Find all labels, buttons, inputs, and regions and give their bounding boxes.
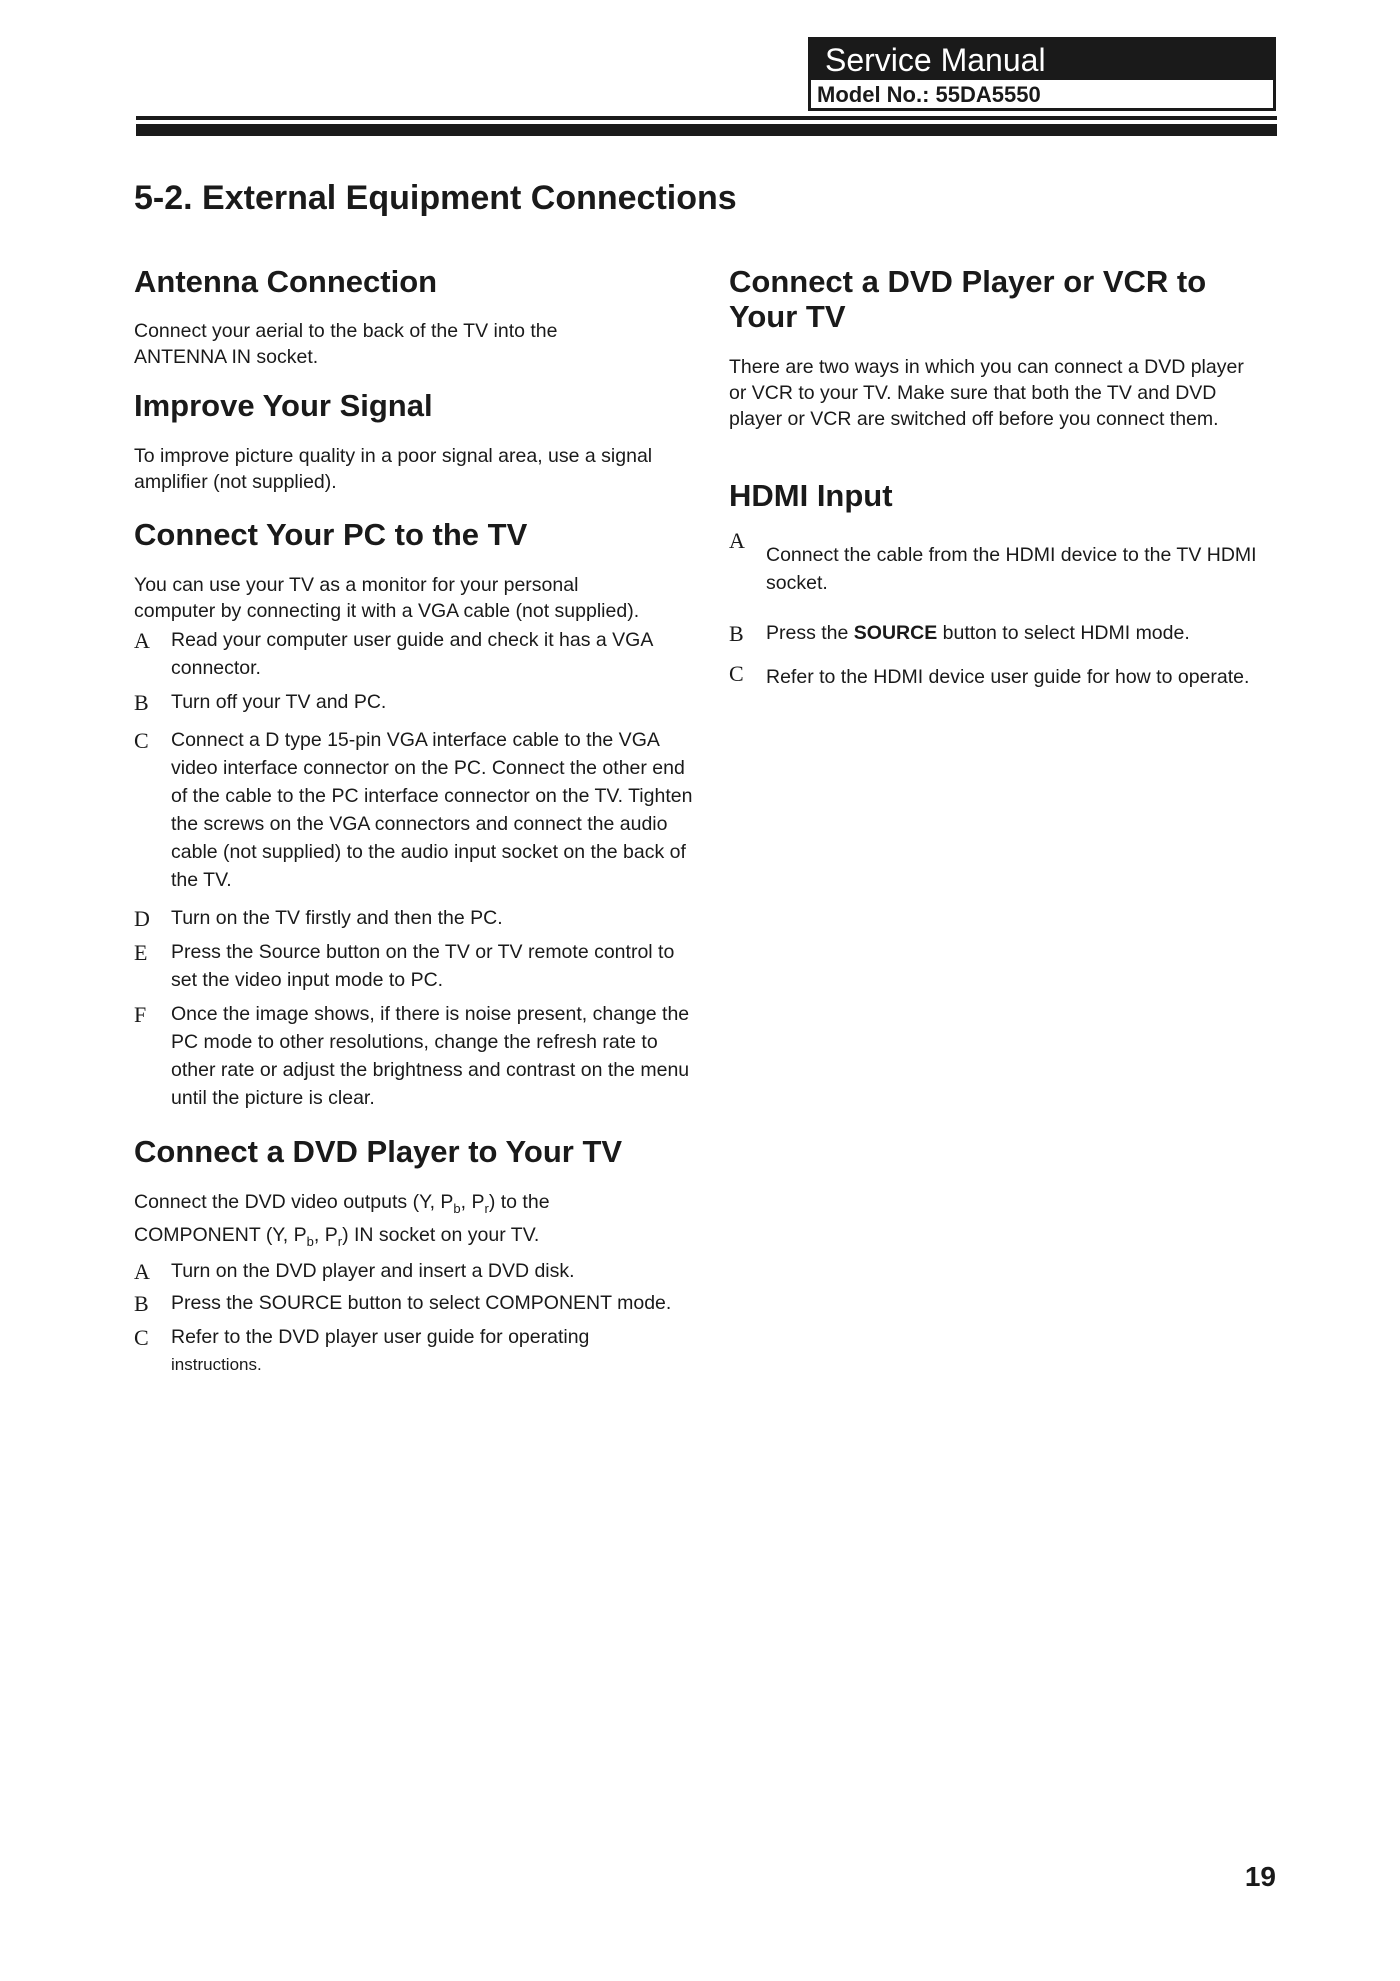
step-marker: A	[134, 628, 150, 653]
step-text: Press the SOURCE button to select HDMI mode.	[766, 622, 1190, 644]
page-number: 19	[1244, 1861, 1276, 1892]
dvd-section	[134, 1134, 694, 1379]
dvd-step-b	[134, 1289, 694, 1317]
step-marker: F	[134, 1002, 147, 1027]
dvd-vcr-heading: Connect a DVD Player or VCR to Your TV	[729, 264, 1207, 334]
step-marker: C	[134, 1324, 149, 1350]
signal-section	[134, 388, 694, 495]
signal-heading: Improve Your Signal	[134, 388, 433, 423]
hdmi-step-a	[729, 527, 1289, 597]
step-text: Turn on the TV firstly and then the PC.	[171, 907, 503, 929]
step-text: Refer to the HDMI device user guide for how to operate.	[766, 666, 1250, 688]
step-text: Press the SOURCE button to select COMPONENT mode.	[171, 1291, 672, 1314]
hdmi-heading: HDMI Input	[729, 478, 893, 513]
header-box	[808, 37, 1276, 111]
step-text: Turn off your TV and PC.	[171, 691, 387, 713]
hdmi-step-c	[729, 659, 1289, 696]
step-text: Press the Source button on the TV or TV remote control to set the video input mode to PC.	[171, 941, 675, 991]
left-column	[134, 264, 694, 1379]
signal-body: To improve picture quality in a poor signal area, use a signal amplifier (not supplied).	[134, 445, 653, 493]
step-marker: E	[134, 940, 148, 965]
antenna-body: Connect your aerial to the back of the TV into the ANTENNA IN socket.	[134, 320, 558, 368]
pc-step-d	[134, 904, 694, 932]
header-rule-thick	[136, 124, 1277, 136]
antenna-section	[134, 264, 694, 370]
step-marker: A	[134, 1258, 150, 1284]
step-text-small: instructions.	[171, 1354, 262, 1374]
step-text: Read your computer user guide and check it has a VGA connector.	[171, 629, 653, 679]
step-text: Once the image shows, if there is noise present, change the PC mode to other resolutions, change the refresh rate to other rate or adjust the brightness and contrast on the menu until the picture is clear.	[171, 1003, 690, 1109]
step-marker: B	[134, 1290, 149, 1316]
pc-step-f	[134, 1000, 694, 1112]
step-marker: A	[729, 528, 745, 553]
step-marker: B	[729, 621, 744, 646]
antenna-heading: Antenna Connection	[134, 264, 438, 299]
dvd-vcr-body: There are two ways in which you can connect a DVD player or VCR to your TV. Make sure that both the TV and DVD player or VCR are switched off before you connect them.	[729, 356, 1244, 430]
page-title: 5-2. External Equipment Connections	[134, 179, 737, 217]
step-marker: C	[134, 728, 149, 753]
step-text: Connect a D type 15-pin VGA interface cable to the VGA video interface connector on the PC. Connect the other end of the cable to the PC interface connector on the TV. Tighten the screws on the VGA connectors and connect the audio cable (not supplied) to the audio input socket on the back of the TV.	[171, 729, 693, 891]
pc-step-a	[134, 626, 694, 682]
dvd-intro: Connect the DVD video outputs (Y, $P_b$, $P_r$) to the COMPONENT (Y, $P_b$, $P_r$) IN socket on your TV.	[134, 1191, 550, 1249]
dvd-steps	[134, 1257, 694, 1379]
step-text: Turn on the DVD player and insert a DVD disk.	[171, 1259, 575, 1282]
dvd-vcr-section	[729, 264, 1289, 432]
dvd-step-a	[134, 1257, 694, 1285]
pc-step-c	[134, 726, 694, 894]
model-number: Model No.: 55DA5550	[817, 82, 1041, 107]
pc-step-b	[134, 688, 694, 716]
step-text: Refer to the DVD player user guide for operating	[171, 1325, 590, 1348]
step-marker: D	[134, 906, 150, 931]
pc-steps	[134, 626, 694, 1112]
pc-heading: Connect Your PC to the TV	[134, 517, 528, 552]
hdmi-steps	[729, 527, 1289, 696]
pc-intro: You can use your TV as a monitor for your personal computer by connecting it with a VGA cable (not supplied).	[134, 574, 640, 622]
header-rule-thin	[136, 116, 1277, 120]
right-column	[729, 264, 1289, 696]
step-marker: B	[134, 690, 149, 715]
dvd-step-c	[134, 1323, 694, 1379]
step-marker: C	[729, 661, 744, 686]
hdmi-step-b	[729, 619, 1289, 647]
step-text: Connect the cable from the HDMI device to the TV HDMI socket.	[766, 544, 1257, 594]
pc-section	[134, 517, 694, 1112]
hdmi-section	[729, 478, 1289, 696]
dvd-heading: Connect a DVD Player to Your TV	[134, 1134, 623, 1169]
manual-title: Service Manual	[811, 40, 1273, 80]
pc-step-e	[134, 938, 694, 994]
